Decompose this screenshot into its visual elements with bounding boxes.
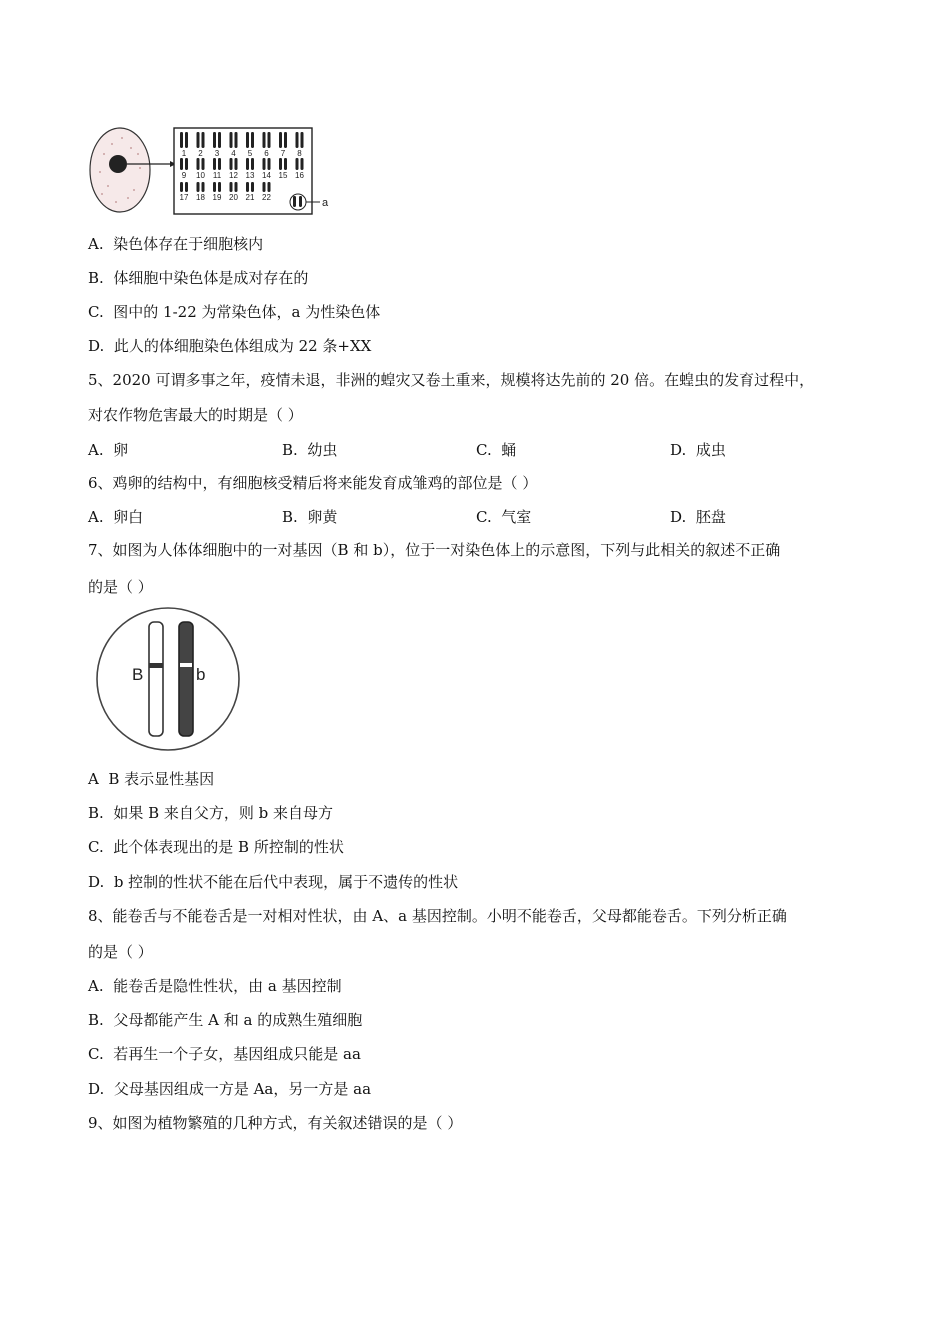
chromosome-pair-15 <box>279 158 282 170</box>
chromosome-pair-17 <box>185 182 188 192</box>
q8-stem-line1: 8、能卷舌与不能卷舌是一对相对性状，由 A、a 基因控制。小明不能卷舌，父母都能卷舌。下列分析正确 <box>88 907 787 925</box>
chromosome-pair-19 <box>218 182 221 192</box>
chromosome-pair-9 <box>180 158 183 170</box>
chromosome-pair-2 <box>202 132 205 148</box>
chromosome-right <box>179 622 193 736</box>
chromosome-pair-8 <box>296 132 299 148</box>
chromosome-number-16: 16 <box>295 171 304 180</box>
chromosome-pair-22 <box>263 182 266 192</box>
chromosome-pair-20 <box>230 182 233 192</box>
chromosome-number-10: 10 <box>196 171 205 180</box>
chromosome-pair-5 <box>251 132 254 148</box>
gene-pair-figure <box>94 606 244 752</box>
chromosome-pair-4 <box>235 132 238 148</box>
chromosome-pair-1 <box>180 132 183 148</box>
chromosome-pair-17 <box>180 182 183 192</box>
chromosome-pair-14 <box>268 158 271 170</box>
chromosome-pair-11 <box>218 158 221 170</box>
chromosome-pair-13 <box>251 158 254 170</box>
nucleus <box>109 155 127 173</box>
gene-band-b <box>180 663 192 667</box>
chromosome-number-21: 21 <box>245 193 255 202</box>
chromosome-number-20: 20 <box>229 193 238 202</box>
karyotype-box <box>174 128 312 214</box>
chromosome-number-12: 12 <box>229 171 238 180</box>
chromosome-pair-7 <box>284 132 287 148</box>
chromosome-number-11: 11 <box>212 171 222 180</box>
chromosome-pair-12 <box>230 158 233 170</box>
chromosome-pair-4 <box>230 132 233 148</box>
chromosome-pair-10 <box>197 158 200 170</box>
chromosome-pair-14 <box>263 158 266 170</box>
q8-option-b[interactable]: B. 父母都能产生 A 和 a 的成熟生殖细胞 <box>88 1011 363 1029</box>
q5-stem-line1: 5、2020 可谓多事之年，疫情未退，非洲的蝗灾又卷土重来，规模将达先前的 20 倍。在蝗虫的发育过程中， <box>88 371 815 389</box>
chromosome-pair-3 <box>218 132 221 148</box>
q7-option-b[interactable]: B. 如果 B 来自父方，则 b 来自母方 <box>88 804 334 822</box>
chromosome-left <box>149 622 163 736</box>
q4-option-a[interactable]: A. 染色体存在于细胞核内 <box>88 235 264 253</box>
q5-option-c[interactable]: C. 蛹 <box>476 441 517 459</box>
sex-chromosome <box>293 196 296 207</box>
chromosome-pair-16 <box>301 158 304 170</box>
chromosome-pair-3 <box>213 132 216 148</box>
chromosome-pair-6 <box>263 132 266 148</box>
q7-option-c[interactable]: C. 此个体表现出的是 B 所控制的性状 <box>88 838 344 856</box>
chromosome-pair-8 <box>301 132 304 148</box>
chromosome-number-3: 3 <box>214 149 220 158</box>
q5-option-d[interactable]: D. 成虫 <box>670 441 726 459</box>
chromosome-number-8: 8 <box>297 149 302 158</box>
chromosome-pair-16 <box>296 158 299 170</box>
q5-stem-line2: 对农作物危害最大的时期是（ ） <box>88 406 303 424</box>
sex-chromosome-label: a <box>322 197 329 209</box>
q8-stem-line2: 的是（ ） <box>88 943 153 961</box>
chromosome-pair-6 <box>268 132 271 148</box>
q9-stem: 9、如图为植物繁殖的几种方式，有关叙述错误的是（ ） <box>88 1114 463 1132</box>
q4-option-d[interactable]: D. 此人的体细胞染色体组成为 22 条+XX <box>88 337 372 355</box>
chromosome-pair-21 <box>246 182 249 192</box>
q7-stem-line1: 7、如图为人体体细胞中的一对基因（B 和 b），位于一对染色体上的示意图，下列与此相关的叙述不正确 <box>88 541 781 559</box>
chromosome-number-14: 14 <box>262 171 271 180</box>
chromosome-pair-10 <box>202 158 205 170</box>
chromosome-pair-18 <box>202 182 205 192</box>
chromosome-number-2: 2 <box>198 149 203 158</box>
chromosome-pair-19 <box>213 182 216 192</box>
q7-stem-line2: 的是（ ） <box>88 578 153 596</box>
chromosome-number-13: 13 <box>245 171 255 180</box>
chromosome-pair-11 <box>213 158 216 170</box>
chromosome-pair-1 <box>185 132 188 148</box>
chromosome-pair-5 <box>246 132 249 148</box>
q7-option-d[interactable]: D. b 控制的性状不能在后代中表现，属于不遗传的性状 <box>88 873 459 891</box>
chromosome-pair-9 <box>185 158 188 170</box>
chromosome-number-17: 17 <box>179 193 189 202</box>
chromosome-pair-22 <box>268 182 271 192</box>
chromosome-pair-15 <box>284 158 287 170</box>
gene-label-b: b <box>196 665 206 684</box>
sex-chromosome <box>299 196 302 207</box>
chromosome-pair-2 <box>197 132 200 148</box>
q7-option-a[interactable]: A B 表示显性基因 <box>88 770 215 788</box>
chromosome-number-1: 1 <box>181 149 187 158</box>
q5-option-b[interactable]: B. 幼虫 <box>282 441 338 459</box>
q8-option-c[interactable]: C. 若再生一个子女，基因组成只能是 aa <box>88 1045 361 1063</box>
q6-option-a[interactable]: A. 卵白 <box>88 508 144 526</box>
chromosome-number-22: 22 <box>262 193 271 202</box>
chromosome-number-7: 7 <box>280 149 286 158</box>
chromosome-number-9: 9 <box>181 171 187 180</box>
chromosome-pair-20 <box>235 182 238 192</box>
karyotype-figure <box>86 124 336 216</box>
q4-option-c[interactable]: C. 图中的 1-22 为常染色体，a 为性染色体 <box>88 303 381 321</box>
chromosome-number-18: 18 <box>196 193 205 202</box>
q4-option-b[interactable]: B. 体细胞中染色体是成对存在的 <box>88 269 309 287</box>
q6-option-c[interactable]: C. 气室 <box>476 508 532 526</box>
chromosome-number-6: 6 <box>264 149 269 158</box>
gene-label-B: B <box>132 665 144 684</box>
chromosome-pair-21 <box>251 182 254 192</box>
q6-option-b[interactable]: B. 卵黄 <box>282 508 338 526</box>
gene-band-B <box>149 663 163 668</box>
chromosome-pair-12 <box>235 158 238 170</box>
chromosome-number-15: 15 <box>278 171 288 180</box>
q5-option-a[interactable]: A. 卵 <box>88 441 129 459</box>
chromosome-number-4: 4 <box>231 149 236 158</box>
chromosome-number-19: 19 <box>212 193 222 202</box>
chromosome-number-5: 5 <box>247 149 253 158</box>
q6-option-d[interactable]: D. 胚盘 <box>670 508 726 526</box>
q8-option-a[interactable]: A. 能卷舌是隐性性状，由 a 基因控制 <box>88 977 342 995</box>
chromosome-pair-13 <box>246 158 249 170</box>
chromosome-pair-7 <box>279 132 282 148</box>
cell-outline <box>97 608 239 750</box>
q6-stem: 6、鸡卵的结构中，有细胞核受精后将来能发育成雏鸡的部位是（ ） <box>88 474 538 492</box>
q8-option-d[interactable]: D. 父母基因组成一方是 Aa，另一方是 aa <box>88 1080 372 1098</box>
chromosome-pair-18 <box>197 182 200 192</box>
